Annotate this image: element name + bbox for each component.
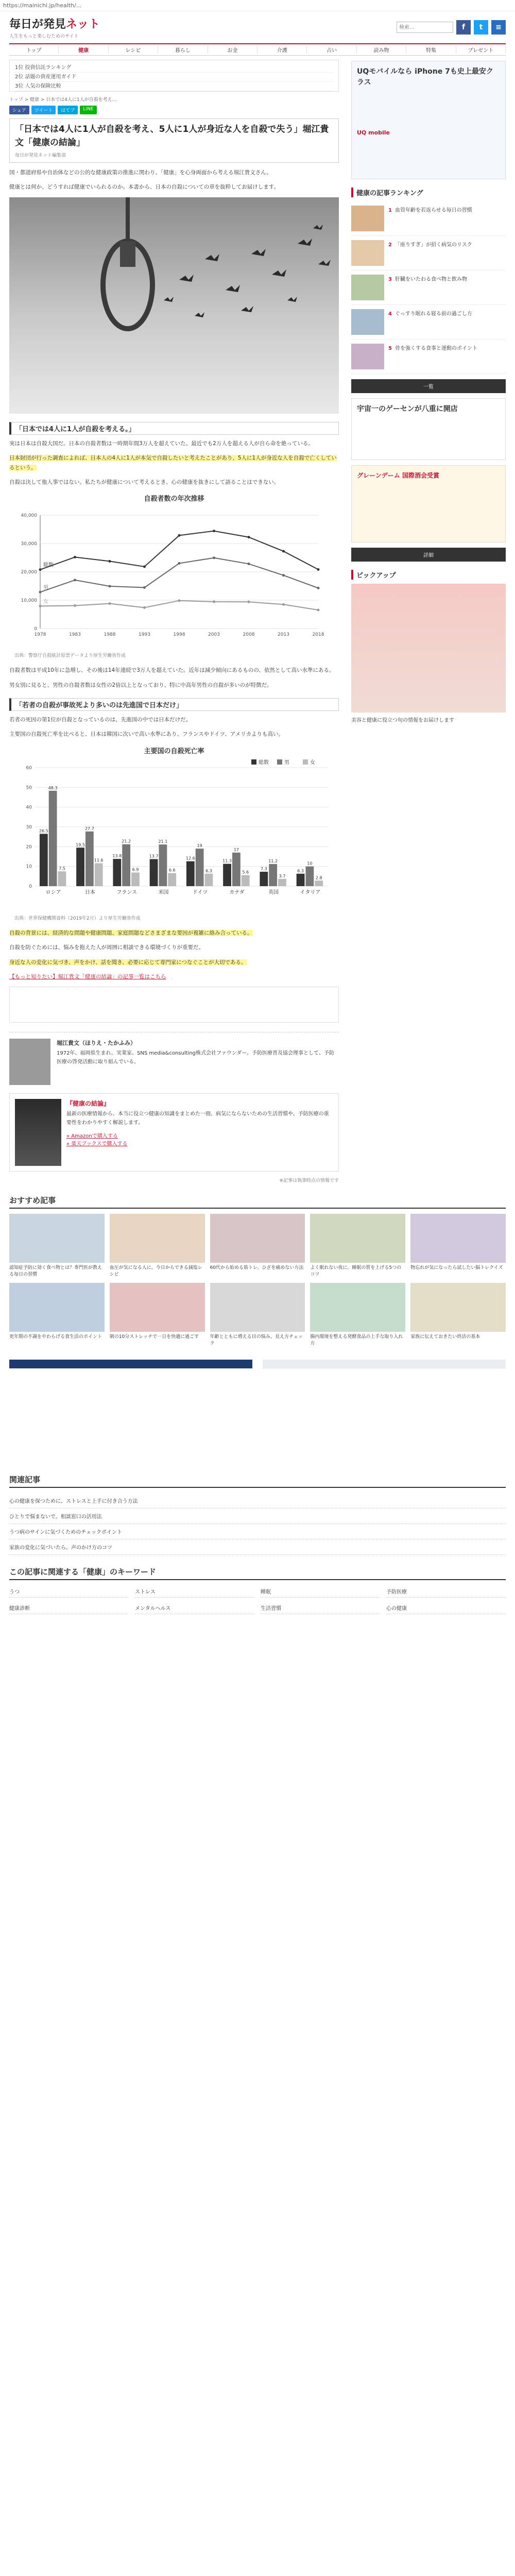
bottom-ads (9, 1360, 506, 1463)
bar (223, 863, 231, 886)
breadcrumb[interactable]: トップ > 健康 > 日本では4人に1人が自殺を考え… (9, 97, 117, 103)
data-point (39, 605, 42, 607)
recommended-thumb (9, 1283, 105, 1332)
related-item[interactable]: 家族の変化に気づいたら。声のかけ方のコツ (9, 1539, 506, 1555)
data-label: 19.5 (76, 842, 85, 847)
nav-item[interactable]: プレゼント (456, 46, 506, 54)
data-label: 13.7 (149, 854, 159, 859)
legend-label: 総数 (259, 759, 269, 766)
recommended-title: 朝の10分ストレッチで一日を快適に過ごす (109, 1334, 199, 1340)
bar (260, 872, 268, 886)
book-desc: 最新の医療情報から、本当に役立つ健康の知識をまとめた一冊。病気にならないための生活習慣や、予防医療の重要性をわかりやすく解説します。 (66, 1111, 329, 1126)
data-point (282, 550, 285, 553)
highlighted-text: 日本財団が行った調査によれば、日本人の4人に1人が本気で自殺したいと考えたことがあり、5人に1人が身近な人を自殺で亡くしているという。 (9, 455, 337, 471)
y-tick-label: 30,000 (21, 541, 37, 547)
series-label: 女 (43, 599, 48, 605)
recommended-title: 血圧が気になる人に。今日からできる減塩レシピ (109, 1265, 202, 1277)
related-article-link[interactable]: 【もっと知りたい】堀江貴文「健康の結論」の記事一覧はこちら (9, 973, 166, 980)
site-logo[interactable] (9, 15, 100, 39)
related-item[interactable]: うつ病のサインに気づくためのチェックポイント (9, 1524, 506, 1539)
keyword-link[interactable]: 予防医療 (386, 1585, 506, 1598)
nav-item[interactable]: 読み物 (357, 46, 406, 54)
recommended-item[interactable] (9, 1283, 105, 1347)
data-point (39, 591, 42, 594)
bottom-area (0, 1193, 515, 1614)
share-button[interactable]: はてブ (58, 106, 78, 114)
bottom-ad-left[interactable] (9, 1360, 252, 1369)
ranking-thumb (351, 240, 384, 266)
series-line (40, 601, 318, 610)
ranking-item[interactable] (351, 340, 506, 374)
related-item[interactable]: 心の健康を保つために。ストレスと上手に付き合う方法 (9, 1493, 506, 1509)
browser-url[interactable]: https://mainichi.jp/health/... (0, 0, 515, 11)
bar (242, 875, 250, 886)
series-label: 総数 (43, 562, 54, 568)
nav-item[interactable]: レシピ (109, 46, 158, 54)
bar (159, 844, 167, 886)
data-point (178, 600, 181, 602)
bar (113, 859, 121, 886)
ad-line[interactable]: 2位 話題の資産運用ガイド (15, 73, 333, 82)
lead-paragraph: 健康とは何か、どうすれば健康でいられるのか。本書から、日本の自殺についての章を抜粋してお届けします。 (9, 184, 279, 191)
legend-label: 女 (310, 759, 315, 766)
x-tick-label: 2018 (312, 632, 324, 638)
chart1-source: 出典：警察庁自殺統計原票データより厚生労働省作成 (14, 653, 126, 659)
recommended-item[interactable] (310, 1283, 405, 1347)
amazon-link[interactable]: » Amazonで購入する (66, 1133, 118, 1140)
tagline: 人生をもっと楽しむためのサイト (9, 34, 79, 39)
data-label: 7.3 (260, 866, 267, 871)
data-point (109, 585, 111, 588)
recommended-item[interactable] (110, 1214, 205, 1278)
keyword-link[interactable]: 睡眠 (261, 1585, 380, 1598)
body-paragraph: 主要国の自殺死亡率を比べると、日本は韓国に次いで高い水準にあり、フランスやドイツ、アメリカよりも高い。 (9, 731, 284, 738)
chart2-source: 出典：世界保健機関資料（2019年2月）より厚生労働省作成 (14, 916, 141, 921)
recommended-item[interactable] (310, 1214, 405, 1278)
x-tick-label: 2003 (208, 632, 220, 638)
sidebar-ad-arcade[interactable] (351, 398, 506, 460)
logo-main: 毎日が発見 (9, 18, 66, 31)
data-point (178, 534, 181, 537)
ranking-thumb (351, 206, 384, 231)
bar (131, 872, 140, 886)
data-point (317, 609, 320, 612)
data-point (74, 579, 76, 582)
data-point (248, 536, 250, 538)
ranking-number: 3 (388, 277, 392, 282)
recommended-item[interactable] (410, 1283, 506, 1347)
main-column (9, 56, 339, 1183)
bar (269, 864, 277, 886)
ranking-title: ぐっすり眠れる寝る前の過ごし方 (394, 311, 472, 317)
data-point (178, 562, 181, 565)
x-tick-label: 1978 (34, 632, 46, 638)
ranking-item[interactable] (351, 236, 506, 270)
data-label: 17 (233, 847, 239, 852)
recommended-title: 物忘れが気になったら試したい脳トレクイズ (410, 1265, 503, 1271)
x-tick-label: 1998 (173, 632, 185, 638)
highlighted-text: 自殺の背景には、経済的な問題や健康問題、家庭問題などさまざまな要因が複雑に絡み合っている。 (9, 929, 253, 936)
lead-paragraph: 国・都道府県や自治体などの公的な健康政策の推進に関わり、「健康」を心身両面から考える堀江貴文さん。 (9, 170, 272, 176)
y-tick-label: 50 (26, 785, 32, 791)
bar (278, 879, 286, 886)
body-paragraph (9, 453, 339, 472)
share-buttons (9, 106, 339, 114)
ad3-title: グレーンデーム 国際酒会受賞 (357, 472, 439, 479)
data-label: 6.9 (132, 867, 139, 872)
data-label: 11.6 (94, 858, 104, 863)
site-header (0, 11, 515, 41)
share-button[interactable]: シェア (9, 106, 29, 114)
y-tick-label: 10,000 (21, 598, 37, 604)
data-point (213, 556, 215, 559)
body-paragraph: 自殺は決して他人事ではない。私たちが健康について考えるとき、心の健康を抜きにして語ることはできない。 (9, 479, 280, 485)
pickup-image[interactable] (351, 584, 506, 713)
ad1-sub: UQ mobile (357, 129, 390, 136)
keyword-link[interactable]: メンタルヘルス (135, 1602, 254, 1614)
data-label: 26.5 (39, 828, 48, 834)
category-label: カナダ (229, 889, 245, 895)
bar (297, 874, 305, 886)
recommended-item[interactable] (210, 1214, 305, 1278)
ranking-more-button[interactable]: 一覧 (351, 379, 506, 393)
category-label: 米国 (158, 889, 169, 895)
data-point (109, 560, 111, 563)
category-label: イタリア (300, 889, 321, 895)
ranking-text (388, 206, 472, 231)
pickup-heading: ピックアップ (351, 570, 506, 580)
data-point (39, 568, 42, 571)
ranking-text (388, 309, 472, 335)
article-note: ※記事は執筆時点の情報です (279, 1178, 339, 1184)
recommended-item[interactable] (410, 1214, 506, 1278)
article-title-box (9, 118, 339, 163)
bar (168, 873, 176, 886)
data-label: 13.8 (112, 853, 122, 858)
x-tick-label: 1988 (104, 632, 116, 638)
recommended-thumb (110, 1283, 205, 1332)
bar (95, 863, 103, 886)
article-byline: 毎日が発見ネット編集部 (15, 153, 66, 158)
ranking-text (388, 240, 472, 266)
legend-swatch (251, 759, 256, 765)
recommended-thumb (210, 1283, 305, 1332)
data-label: 11.3 (222, 858, 232, 863)
ranking-number: 4 (388, 311, 392, 317)
share-button[interactable]: LINE (80, 106, 96, 114)
recommended-thumb (410, 1214, 506, 1263)
logo-accent: ネット (66, 18, 100, 31)
bar (58, 871, 66, 886)
x-tick-label: 1983 (69, 632, 81, 638)
data-point (143, 566, 146, 568)
category-label: フランス (116, 889, 137, 895)
bar (49, 791, 57, 886)
legend-swatch (303, 759, 308, 765)
data-point (74, 604, 76, 607)
nav-item[interactable]: 占い (307, 46, 356, 54)
recommended-item[interactable] (110, 1283, 205, 1347)
data-label: 2.8 (315, 875, 322, 880)
ranking-item[interactable] (351, 305, 506, 340)
data-point (248, 601, 250, 603)
body-paragraph: 若者の死因の第1位が自殺となっているのは、先進国の中では日本だけだ。 (9, 717, 192, 723)
nav-item[interactable]: 暮らし (158, 46, 208, 54)
ranking-number: 1 (388, 208, 392, 213)
data-point (74, 556, 76, 558)
nav-item[interactable]: 特集 (406, 46, 456, 54)
section-heading: 「日本では4人に1人が自殺を考える。」 (9, 422, 339, 435)
article-body (9, 715, 339, 739)
data-label: 6.3 (297, 868, 304, 873)
author-name: 堀江貴文（ほりえ・たかふみ） (57, 1040, 136, 1047)
ranking-number: 5 (388, 346, 392, 351)
recommended-thumb (9, 1214, 105, 1263)
y-tick-label: 0 (34, 626, 37, 632)
bar (205, 874, 213, 886)
chart2-title: 主要国の自殺死亡率 (144, 747, 204, 755)
body-paragraph (9, 958, 339, 967)
ranking-heading: 健康の記事ランキング (351, 188, 506, 197)
category-label: ドイツ (192, 889, 208, 895)
data-point (213, 530, 215, 532)
sidebar (351, 56, 506, 1183)
keyword-link[interactable]: ストレス (135, 1585, 254, 1598)
bar (85, 832, 94, 886)
article-body (9, 928, 339, 982)
data-point (282, 574, 285, 577)
data-point (109, 602, 111, 605)
data-label: 6.6 (168, 868, 176, 873)
recommended-title: 認知症予防に効く食べ物とは？専門医が教える毎日の習慣 (9, 1265, 102, 1277)
data-label: 21.2 (122, 839, 131, 844)
x-tick-label: 2013 (278, 632, 289, 638)
ranking-thumb (351, 275, 384, 300)
share-button[interactable]: ツイート (31, 106, 56, 114)
data-label: 6.3 (205, 868, 212, 873)
nav-item[interactable]: トップ (9, 46, 59, 54)
book-cover[interactable] (15, 1099, 61, 1166)
author-photo (9, 1039, 50, 1085)
keyword-link[interactable]: 健康診断 (9, 1602, 129, 1614)
legend-label: 男 (284, 759, 289, 766)
chart1-title: 自殺者数の年次推移 (144, 495, 204, 503)
ad2-title: 宇宙一のゲーセンが八重に開店 (357, 405, 458, 413)
recommended-title: 60代から始める筋トレ。ひざを痛めない方法 (210, 1265, 304, 1271)
category-label: ロシア (45, 889, 61, 895)
facebook-icon[interactable]: f (456, 20, 471, 35)
bar (232, 853, 241, 886)
bar (315, 880, 323, 886)
data-point (143, 606, 146, 609)
category-label: 日本 (84, 889, 95, 895)
ranking-list (351, 201, 506, 374)
noose-and-birds-image (9, 197, 339, 414)
body-paragraph: 男女別に見ると、男性の自殺者数は女性の2倍以上となっており、特に中高年男性の自殺が多いのが特徴だ。 (9, 682, 272, 688)
y-tick-label: 20,000 (21, 570, 37, 575)
global-nav (9, 43, 506, 56)
keyword-link[interactable]: 心の健康 (386, 1602, 506, 1614)
related-list (9, 1493, 506, 1555)
ranking-title: 「座りすぎ」が招く病気のリスク (394, 242, 472, 248)
sidebar-ad-uq[interactable] (351, 61, 506, 179)
article-lead (9, 168, 339, 192)
ranking-title: 骨を強くする食事と運動のポイント (394, 346, 477, 351)
recommended-thumb (410, 1283, 506, 1332)
sidebar-more-button[interactable]: 詳細 (351, 548, 506, 562)
ranking-thumb (351, 344, 384, 369)
suicide-trend-line-chart (9, 505, 339, 649)
recommended-title: よく眠れない夜に。睡眠の質を上げる5つのコツ (310, 1265, 402, 1277)
ad1-title: UQモバイルなら iPhone 7も史上最安クラス (357, 67, 493, 87)
x-tick-label: 1993 (139, 632, 150, 638)
menu-icon[interactable]: ≡ (491, 20, 506, 35)
search-area (397, 20, 506, 35)
y-tick-label: 10 (26, 864, 32, 870)
ranking-title: 肝臓をいたわる食べ物と飲み物 (394, 277, 467, 282)
ranking-item[interactable] (351, 270, 506, 305)
data-point (317, 568, 320, 571)
keyword-link[interactable]: 生活習慣 (261, 1602, 380, 1614)
section-heading: 「若者の自殺が事故死より多いのは先進国で日本だけ」 (9, 698, 339, 711)
data-label: 12.6 (185, 856, 195, 861)
bar (40, 834, 48, 886)
y-tick-label: 40,000 (21, 513, 37, 519)
recommended-grid (9, 1214, 506, 1347)
ad-line[interactable]: 3位 人気の保険比較 (15, 82, 333, 91)
top-ad[interactable] (9, 60, 339, 92)
series-label: 男 (43, 585, 48, 591)
keyword-link[interactable]: うつ (9, 1585, 129, 1598)
ranking-text (388, 275, 467, 300)
x-tick-label: 2008 (243, 632, 255, 638)
book-box (9, 1093, 339, 1172)
data-label: 5.6 (242, 870, 249, 875)
data-label: 7.5 (59, 866, 65, 871)
body-paragraph: 自殺者数は平成10年に急増し、その後は14年連続で3万人を超えていた。近年は減少傾向にあるものの、依然として高い水準にある。 (9, 667, 335, 674)
data-label: 21.1 (158, 839, 168, 844)
recommended-thumb (310, 1283, 405, 1332)
book-title: 『健康の結論』 (66, 1100, 110, 1108)
y-tick-label: 40 (26, 805, 32, 810)
recommended-thumb (210, 1214, 305, 1263)
recommended-title: 更年期の不調をやわらげる食生活のポイント (9, 1334, 102, 1340)
recommended-title: 腸内環境を整える発酵食品の上手な取り入れ方 (310, 1334, 403, 1347)
keyword-grid (9, 1585, 506, 1614)
nav-item[interactable]: お金 (208, 46, 258, 54)
data-label: 27.7 (84, 826, 94, 831)
nav-item[interactable]: 介護 (258, 46, 307, 54)
nav-item[interactable]: 健康 (59, 46, 108, 54)
bar (305, 866, 314, 886)
data-label: 3.7 (279, 873, 286, 878)
recommended-item[interactable] (9, 1214, 105, 1278)
recommended-thumb (310, 1214, 405, 1263)
data-point (317, 587, 320, 589)
data-label: 48.3 (48, 785, 58, 790)
recommended-thumb (110, 1214, 205, 1263)
bar (196, 849, 204, 886)
data-point (213, 601, 215, 603)
y-tick-label: 30 (26, 824, 32, 830)
ranking-thumb (351, 309, 384, 335)
bar (186, 861, 195, 886)
inline-ad[interactable] (9, 987, 339, 1023)
article-body (9, 666, 339, 690)
data-point (248, 563, 250, 565)
bottom-ad-right[interactable] (263, 1360, 506, 1369)
data-label: 19 (197, 843, 202, 848)
bar (76, 848, 84, 886)
rakuten-link[interactable]: » 楽天ブックスで購入する (66, 1141, 128, 1147)
noose-illustration (9, 197, 339, 414)
search-input[interactable] (397, 22, 453, 33)
ranking-number: 2 (388, 242, 392, 248)
y-tick-label: 20 (26, 844, 32, 850)
category-label: 英国 (268, 889, 279, 895)
article-body (9, 439, 339, 487)
article-title: 「日本では4人に1人が自殺を考え、5人に1人が身近な人を自殺で失う」堀江貴文「健康の結論」 (15, 124, 329, 148)
data-label: 11.2 (268, 858, 278, 863)
bar (122, 844, 130, 886)
highlighted-text: 身近な人の変化に気づき、声をかけ、話を聞き、必要に応じて専門家につなぐことが大切である。 (9, 959, 247, 965)
recommended-title: 年齢とともに増える目の悩み。見え方チェック (210, 1334, 303, 1347)
ad-line[interactable]: 1位 投資信託ランキング (15, 63, 333, 73)
data-label: 10 (307, 861, 313, 866)
pickup-caption[interactable]: 美容と健康に役立つ旬の情報をお届けします (351, 718, 454, 723)
bar (150, 859, 158, 886)
data-point (143, 586, 146, 589)
body-paragraph: 実は日本は自殺大国だ。日本の自殺者数は一時期年間3万人を超えていた。最近でも2万人を超える人が自ら命を絶っている。 (9, 440, 314, 447)
recommended-item[interactable] (210, 1283, 305, 1347)
related-heading: 関連記事 (9, 1472, 506, 1488)
author-bio: 1972年、福岡県生まれ。実業家。SNS media&consulting株式会社ファウンダー。予防医療普及協会理事として、予防医療の啓発活動に取り組んでいる。 (57, 1050, 334, 1065)
ranking-item[interactable] (351, 201, 506, 236)
ranking-title: 血管年齢を若返らせる毎日の習慣 (394, 208, 472, 213)
recommended-title: 家族に伝えておきたい終活の基本 (410, 1334, 480, 1340)
author-box (9, 1032, 339, 1085)
body-paragraph (9, 928, 339, 938)
legend-swatch (277, 759, 282, 765)
recommended-heading: おすすめ記事 (9, 1193, 506, 1209)
keywords-heading: この記事に関連する「健康」のキーワード (9, 1564, 506, 1580)
ranking-text (388, 344, 477, 369)
related-item[interactable]: ひとりで悩まないで。相談窓口の活用法 (9, 1509, 506, 1524)
twitter-icon[interactable]: t (474, 20, 488, 35)
country-suicide-rate-bar-chart (9, 757, 339, 912)
data-point (282, 603, 285, 606)
sidebar-ad-wine[interactable] (351, 465, 506, 543)
y-tick-label: 0 (29, 884, 32, 889)
y-tick-label: 60 (26, 765, 32, 771)
body-paragraph: 自殺を防ぐためには、悩みを抱えた人が周囲に相談できる環境づくりが重要だ。 (9, 944, 204, 951)
